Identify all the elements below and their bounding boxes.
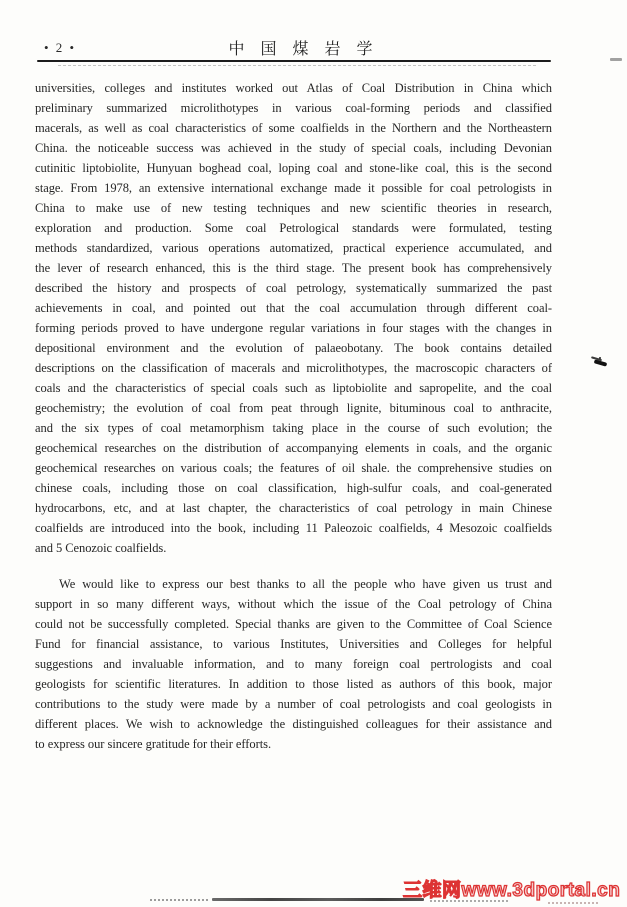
page-edge-line-segment — [212, 898, 424, 901]
text-line: contributions to the study were made by a number of coal petrologists and coal geologists in — [35, 697, 552, 711]
text-line: could not be successfully completed. Special thanks are given to the Committee of Coal Science — [35, 617, 552, 631]
text-line: described the history and prospects of coal petrology, systematically summarized the past — [35, 281, 552, 295]
text-line: China. the noticeable success was achieved in the study of special coals, including Devonian — [35, 141, 552, 155]
text-line: coalfields are introduced into the book, including 11 Paleozoic coalfields, 4 Mesozoic coalfields — [35, 521, 552, 535]
text-line: China to make use of new testing techniques and new scientific theories in research, — [35, 201, 552, 215]
text-line: geologists for scientific literatures. In addition to those listed as authors of this book, major — [35, 677, 552, 691]
running-title: 中 国 煤 岩 学 — [228, 41, 379, 58]
text-line: depositional environment and the evolution of palaeobotany. The book contains detailed — [35, 341, 552, 355]
paragraph-2 — [35, 574, 552, 754]
text-line: and the six types of coal metamorphism taking place in the course of such evolution; the — [35, 421, 552, 435]
page-number: • 2 • — [44, 40, 77, 55]
body-text — [35, 78, 552, 754]
header-rule — [37, 60, 551, 62]
text-line: different places. We wish to acknowledge the distinguished colleagues for their assistance and — [35, 717, 552, 731]
text-line: coals and the characteristics of special coals such as liptobiolite and sapropelite, and the coal — [35, 381, 552, 395]
ink-smudge — [594, 359, 608, 366]
text-line: and 5 Cenozoic coalfields. — [35, 541, 167, 555]
ink-speck — [599, 357, 601, 359]
text-line: methods standardized, various operations automatized, practical experience accumulated, and — [35, 241, 552, 255]
text-line: suggestions and invaluable information, and to many foreign coal pertrologists and coal — [35, 657, 552, 671]
text-line: the lever of research enhanced, this is the third stage. The present book has comprehensively — [35, 261, 552, 275]
text-line: geochemistry; the evolution of coal from peat through lignite, bituminous coal to anthracite, — [35, 401, 552, 415]
page-edge-line-segment — [150, 899, 208, 901]
text-line: Fund for financial assistance, to various Institutes, Universities and Colleges for helpful — [35, 637, 552, 651]
text-line: geochemical researches on various coals; the features of oil shale. the comprehensive studies on — [35, 461, 552, 475]
text-line: cutinitic liptobiolite, Hunyuan boghead coal, loping coal and stone-like coal, this is the second — [35, 161, 552, 175]
text-line: We would like to express our best thanks to all the people who have given us trust and — [59, 577, 552, 591]
paragraph-1 — [35, 78, 552, 558]
text-line: stage. From 1978, an extensive international exchange made it possible for coal petrologists in — [35, 181, 552, 195]
text-line: support in so many different ways, without which the issue of the Coal petrology of China — [35, 597, 552, 611]
page-edge-line-segment — [548, 902, 598, 904]
text-line: universities, colleges and institutes worked out Atlas of Coal Distribution in China which — [35, 81, 552, 95]
text-line: geochemical researches on the distribution of accompanying elements in coals, and the organic — [35, 441, 552, 455]
scan-artifact-dash — [610, 58, 622, 61]
text-line: achievements in coal, and pointed out that the coal accumulation through different coal- — [35, 301, 552, 315]
text-line: macerals, as well as coal characteristics of some coalfields in the Northern and the Northeastern — [35, 121, 552, 135]
text-line: preliminary summarized microlithotypes in various coal-forming periods and classified — [35, 101, 552, 115]
text-line: to express our sincere gratitude for their efforts. — [35, 737, 272, 751]
text-line: exploration and production. Some coal Petrological standards were formulated, testing — [35, 221, 552, 235]
text-line: chinese coals, including those on coal classification, high-sulfur coals, and coal-generated — [35, 481, 552, 495]
header-rule-shadow — [58, 65, 536, 66]
text-line: hydrocarbons, etc, and at last chapter, the characteristics of coal petrology in main Chinese — [35, 501, 552, 515]
text-line: forming periods proved to have undergone regular variations in four stages with the changes in — [35, 321, 552, 335]
text-line: descriptions on the classification of macerals and microlithotypes, the macroscopic characters of — [35, 361, 552, 375]
site-watermark: 三维网www.3dportal.cn — [403, 880, 621, 901]
